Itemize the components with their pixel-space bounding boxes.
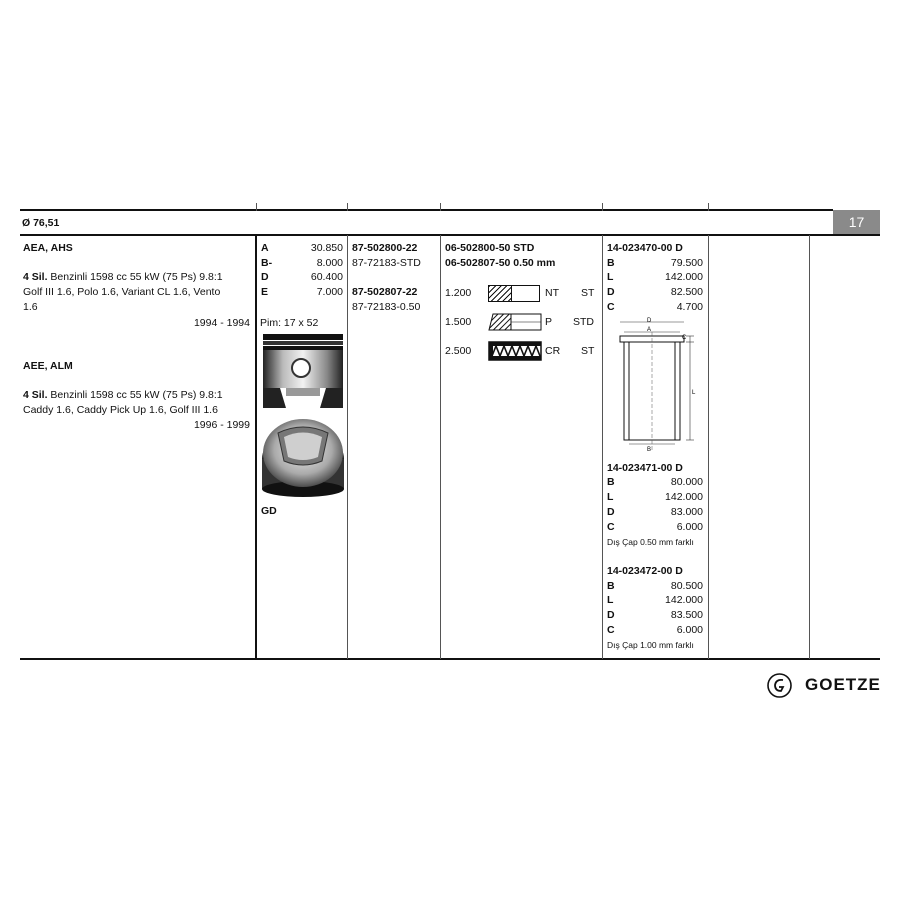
brand-name: GOETZE	[805, 675, 881, 694]
engine-codes-2: AEE, ALM	[23, 360, 73, 372]
piston-dim-label-b: B-	[261, 257, 273, 269]
liner-2-label-c: C	[607, 521, 615, 533]
engine-codes-1: AEA, AHS	[23, 242, 73, 254]
piston-dim-value-e: 7.000	[316, 286, 343, 298]
liner-1-label-d: D	[607, 286, 615, 298]
piston-top-view	[260, 413, 346, 499]
liner-1-label-b: B	[607, 257, 615, 269]
header-rule	[20, 234, 880, 236]
bottom-rule	[20, 658, 880, 660]
liner-diagram	[610, 316, 704, 456]
liner-1-label-l: L	[607, 271, 614, 283]
liner-diagram-label-d: D	[647, 318, 652, 324]
col-divider-6	[809, 235, 810, 659]
ring-profile-cr-icon	[488, 341, 542, 361]
liner-3-label-c: C	[607, 624, 615, 636]
liner-1-value-d: 82.500	[670, 286, 703, 298]
engine-years-2: 1996 - 1999	[193, 419, 250, 431]
piston-dim-label-a: A	[261, 242, 269, 254]
col-divider-3	[440, 235, 441, 659]
liner-2-value-d: 83.000	[670, 506, 703, 518]
ring-type-3: CR	[545, 345, 561, 357]
col-divider-1	[255, 235, 257, 659]
liner-2-value-l: 142.000	[665, 491, 703, 503]
ring-width-3: 2.500	[445, 345, 472, 357]
cyl-label-2: 4 Sil.	[23, 389, 48, 401]
piston-type: GD	[261, 505, 277, 517]
piston-dim-label-e: E	[261, 286, 269, 298]
ring-width-2: 1.500	[445, 316, 472, 328]
liner-3-label-b: B	[607, 580, 615, 592]
col-divider-5	[708, 235, 709, 659]
engine-desc-1-line2: Golf III 1.6, Polo 1.6, Variant CL 1.6, Vento	[23, 286, 221, 298]
col-tick-4	[602, 203, 603, 211]
diameter-title: Ø 76,51	[22, 217, 60, 229]
piston-dim-value-a: 30.850	[310, 242, 343, 254]
liner-2-note: Dış Çap 0.50 mm farklı	[607, 537, 694, 547]
piston-side-view	[260, 332, 346, 410]
ring-type-2: P	[545, 316, 553, 328]
goetze-logo-icon	[766, 672, 793, 699]
ring-grade-2: STD	[573, 316, 594, 328]
liner-3-value-d: 83.500	[670, 609, 703, 621]
ring-type-1: NT	[545, 287, 559, 299]
ring-profile-p-icon	[488, 312, 542, 332]
liner-diagram-label-b: B	[647, 447, 652, 453]
piston-part-2: 87-502807-22	[352, 286, 418, 298]
liner-1-value-l: 142.000	[665, 271, 703, 283]
liner-3-label-d: D	[607, 609, 615, 621]
liner-3-value-b: 80.500	[670, 580, 703, 592]
engine-desc-1-line1: Benzinli 1598 cc 55 kW (75 Ps) 9.8:1	[47, 271, 223, 283]
ring-set-1: 06-502800-50 STD	[445, 242, 535, 254]
engine-desc-2-line1: Benzinli 1598 cc 55 kW (75 Ps) 9.8:1	[47, 389, 223, 401]
col-tick-3	[440, 203, 441, 211]
col-divider-2	[347, 235, 348, 659]
engine-desc-1	[23, 271, 223, 284]
piston-part-1: 87-502800-22	[352, 242, 418, 254]
ring-grade-3: ST	[581, 345, 595, 357]
ring-grade-1: ST	[581, 287, 595, 299]
piston-dim-value-d: 60.400	[310, 271, 343, 283]
liner-1-value-b: 79.500	[670, 257, 703, 269]
liner-2-value-c: 6.000	[676, 521, 703, 533]
liner-2-label-b: B	[607, 476, 615, 488]
ring-profile-nt-icon	[488, 285, 540, 302]
engine-desc-2	[23, 389, 223, 402]
liner-3-label-l: L	[607, 594, 614, 606]
liner-2-label-l: L	[607, 491, 614, 503]
col-tick-1	[256, 203, 257, 211]
liner-diagram-label-c: C	[682, 335, 687, 341]
liner-diagram-label-a: A	[647, 327, 652, 333]
piston-dim-label-d: D	[261, 271, 269, 283]
liner-part-1: 14-023470-00 D	[607, 242, 683, 254]
liner-2-value-b: 80.000	[670, 476, 703, 488]
engine-desc-1-line3: 1.6	[23, 301, 38, 313]
liner-2-label-d: D	[607, 506, 615, 518]
liner-part-3: 14-023472-00 D	[607, 565, 683, 577]
page-number: 17	[833, 210, 880, 234]
liner-1-value-c: 4.700	[676, 301, 703, 313]
liner-3-value-l: 142.000	[665, 594, 703, 606]
engine-years-1: 1994 - 1994	[193, 317, 250, 329]
col-tick-2	[347, 203, 348, 211]
pin-size: Pim: 17 x 52	[260, 317, 319, 329]
liner-diagram-label-l: L	[692, 390, 696, 396]
top-rule	[20, 209, 833, 211]
engine-desc-2-line2: Caddy 1.6, Caddy Pick Up 1.6, Golf III 1.6	[23, 404, 218, 416]
liner-3-note: Dış Çap 1.00 mm farklı	[607, 640, 694, 650]
ring-width-1: 1.200	[445, 287, 472, 299]
liner-3-value-c: 6.000	[676, 624, 703, 636]
liner-part-2: 14-023471-00 D	[607, 462, 683, 474]
piston-sub-2: 87-72183-0.50	[352, 301, 421, 313]
ring-set-2: 06-502807-50 0.50 mm	[445, 257, 556, 269]
col-divider-4	[602, 235, 603, 659]
cyl-label-1: 4 Sil.	[23, 271, 48, 283]
liner-1-label-c: C	[607, 301, 615, 313]
piston-sub-1: 87-72183-STD	[352, 257, 421, 269]
piston-dim-value-b: 8.000	[316, 257, 343, 269]
col-tick-5	[708, 203, 709, 211]
